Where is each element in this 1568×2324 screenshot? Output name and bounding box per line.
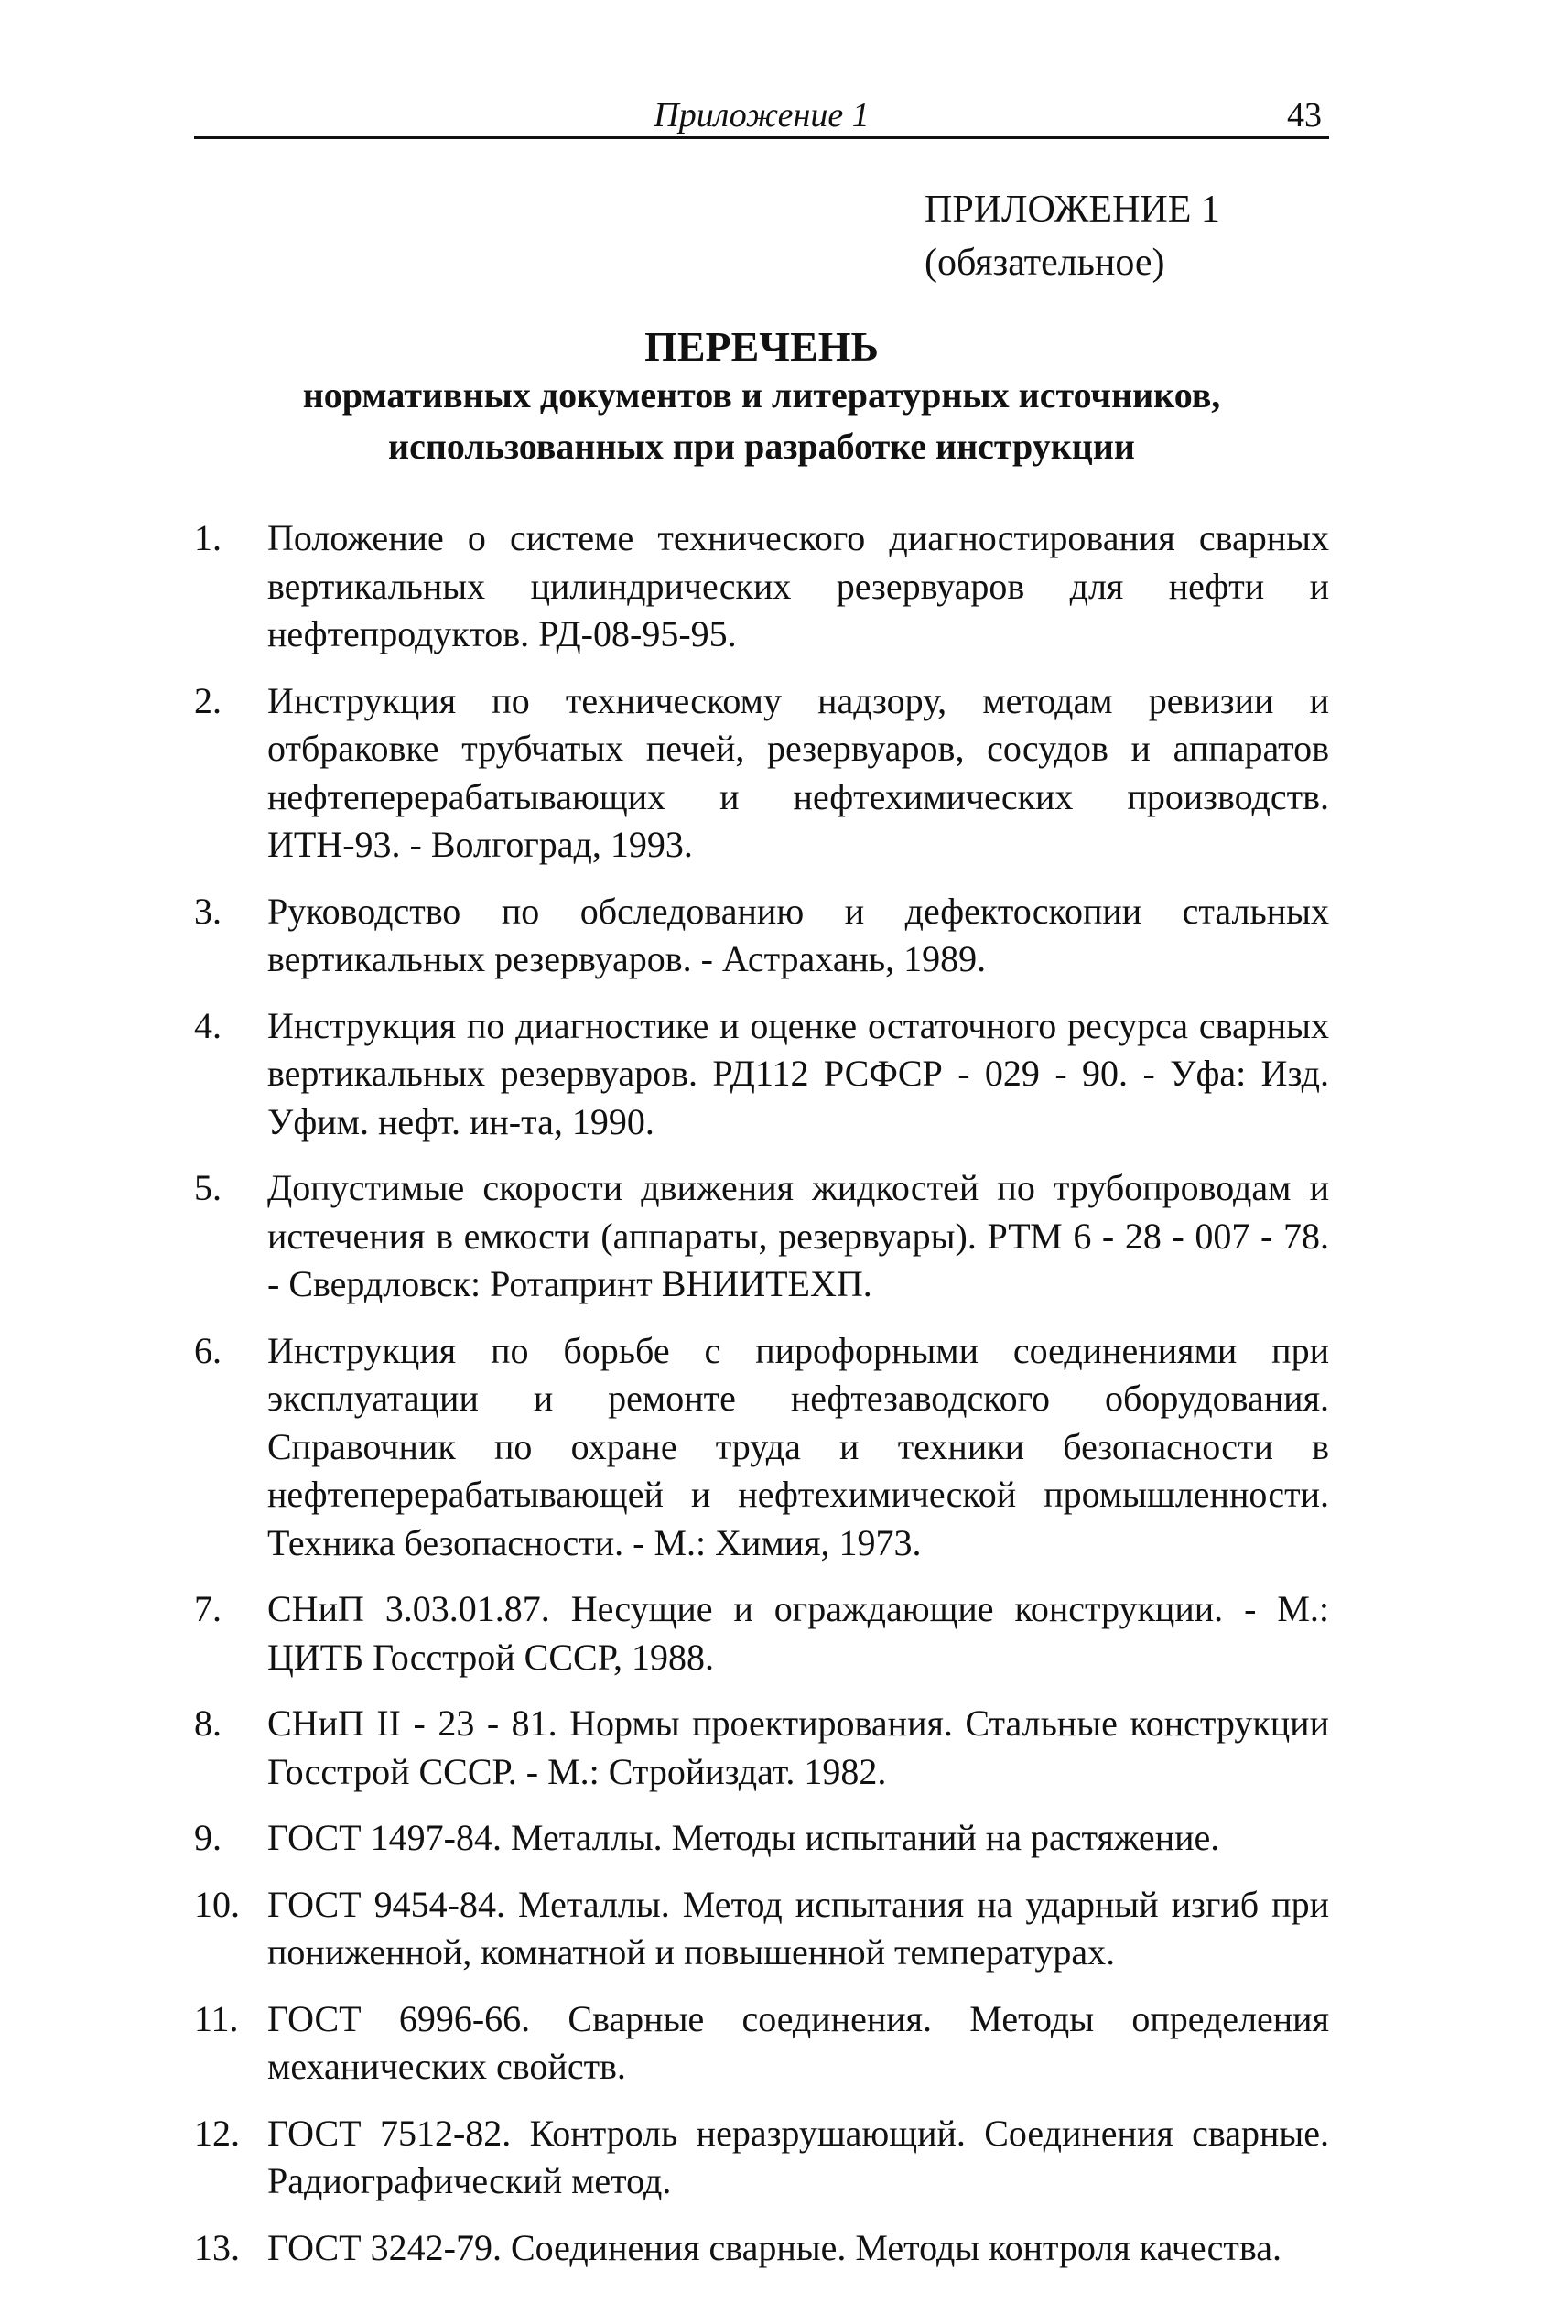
reference-text: СНиП II - 23 - 81. Нормы проектирования. Стальные конструкции Госстрой СССР. - М.: Стройиздат. 1982.: [267, 1702, 1329, 1792]
reference-text: ГОСТ 6996-66. Сварные соединения. Методы определения механических свойств.: [267, 1997, 1329, 2087]
page-number: 43: [1287, 96, 1322, 135]
document-subtitle: [194, 370, 1329, 472]
reference-item-8: [194, 1700, 1329, 1796]
reference-number: 2.: [194, 679, 222, 721]
reference-text: Руководство по обследованию и дефектоскопии стальных вертикальных резервуаров. - Астрахань, 1989.: [267, 890, 1329, 979]
appendix-block: [925, 183, 1336, 289]
reference-item-5: [194, 1164, 1329, 1309]
reference-text: ГОСТ 1497-84. Металлы. Методы испытаний на растяжение.: [267, 1817, 1220, 1858]
reference-text: Положение о системе технического диагностирования сварных вертикальных цилиндрических резервуаров для нефти и нефтепродуктов. РД-08-95-95.: [267, 517, 1329, 654]
reference-item-12: [194, 2110, 1329, 2206]
reference-item-11: [194, 1995, 1329, 2092]
reference-item-13: [194, 2224, 1329, 2273]
appendix-label: ПРИЛОЖЕНИЕ 1: [925, 189, 1220, 231]
running-title: Приложение 1: [654, 96, 870, 135]
reference-text: Инструкция по диагностике и оценке остаточного ресурса сварных вертикальных резервуаров. РД112 РСФСР - 029 - 90. - Уфа: Изд. Уфим. нефт. ин-та, 1990.: [267, 1004, 1329, 1142]
reference-item-6: [194, 1327, 1329, 1568]
reference-number: 5.: [194, 1167, 222, 1208]
reference-number: 13.: [194, 2226, 240, 2268]
running-header: [194, 88, 1329, 139]
header-rule: [194, 136, 1329, 139]
document-title: ПЕРЕЧЕНЬ: [644, 323, 879, 370]
reference-text: ГОСТ 7512-82. Контроль неразрушающий. Соединения сварные. Радиографический метод.: [267, 2112, 1329, 2201]
reference-number: 7.: [194, 1588, 222, 1629]
reference-text: ГОСТ 9454-84. Металлы. Метод испытания на ударный изгиб при пониженной, комнатной и повышенной температурах.: [267, 1883, 1329, 1973]
reference-item-2: [194, 677, 1329, 870]
reference-number: 12.: [194, 2112, 240, 2154]
reference-text: ГОСТ 3242-79. Соединения сварные. Методы контроля качества.: [267, 2226, 1281, 2268]
reference-number: 8.: [194, 1702, 222, 1744]
reference-number: 1.: [194, 517, 222, 558]
reference-text: Инструкция по борьбе с пирофорными соединениями при эксплуатации и ремонте нефтезаводского оборудования. Справочник по охране труда и техники безопасности в нефтеперерабатывающей и нефтехимической промышленности. Техника безопасности. - М.: Химия, 1973.: [267, 1329, 1329, 1563]
reference-item-7: [194, 1585, 1329, 1681]
reference-text: СНиП 3.03.01.87. Несущие и ограждающие конструкции. - М.: ЦИТБ Госстрой СССР, 1988.: [267, 1588, 1329, 1678]
reference-number: 10.: [194, 1883, 240, 1925]
reference-number: 4.: [194, 1004, 222, 1046]
reference-text: Инструкция по техническому надзору, методам ревизии и отбраковке трубчатых печей, резервуаров, сосудов и аппаратов нефтеперерабатывающих и нефтехимических производств. ИТН-93. - Волгоград, 1993.: [267, 679, 1329, 865]
reference-item-1: [194, 514, 1329, 659]
reference-number: 3.: [194, 890, 222, 932]
document-subtitle-line-2: использованных при разработке инструкции: [388, 426, 1135, 467]
appendix-note: (обязательное): [925, 242, 1165, 284]
reference-item-4: [194, 1002, 1329, 1147]
reference-item-10: [194, 1881, 1329, 1977]
reference-number: 6.: [194, 1329, 222, 1371]
reference-number: 11.: [194, 1997, 239, 2039]
reference-number: 9.: [194, 1817, 222, 1858]
reference-item-3: [194, 888, 1329, 984]
reference-item-9: [194, 1814, 1329, 1863]
reference-list: [194, 514, 1329, 2290]
reference-text: Допустимые скорости движения жидкостей по трубопроводам и истечения в емкости (аппараты, резервуары). РТМ 6 - 28 - 007 - 78. - Свердловск: Ротапринт ВНИИТЕХП.: [267, 1167, 1329, 1304]
document-subtitle-line-1: нормативных документов и литературных источников,: [302, 374, 1221, 416]
